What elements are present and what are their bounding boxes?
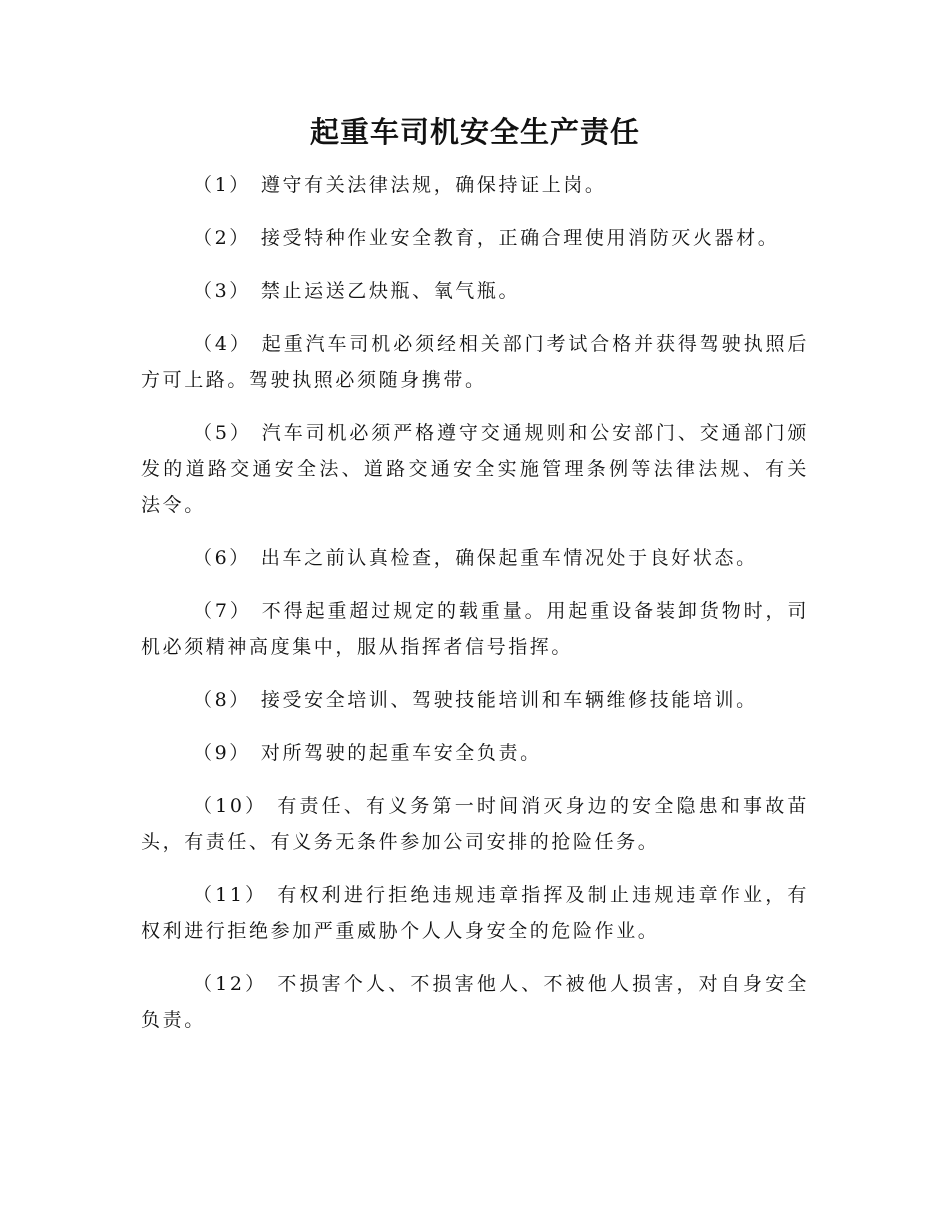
clause-text: 不损害个人、不损害他人、不被他人损害，对自身安全负责。 (141, 973, 809, 1031)
clause-text: 汽车司机必须严格遵守交通规则和公安部门、交通部门颁发的道路交通安全法、道路交通安全实施管理条例等法律法规、有关法令。 (141, 422, 809, 516)
clause-number: （4） (193, 333, 252, 355)
clause-7 (141, 593, 809, 665)
clause-number: （3） (193, 280, 251, 302)
clause-number: （9） (193, 742, 251, 764)
clause-10 (141, 788, 809, 860)
clause-list (141, 167, 809, 1055)
clause-text: 起重汽车司机必须经相关部门考试合格并获得驾驶执照后方可上路。驾驶执照必须随身携带。 (141, 333, 809, 391)
clause-1 (141, 167, 809, 203)
clause-number: （1） (193, 174, 251, 196)
clause-number: （7） (193, 600, 252, 622)
clause-text: 遵守有关法律法规，确保持证上岗。 (260, 174, 607, 196)
clause-number: （12） (193, 973, 268, 995)
clause-text: 有责任、有义务第一时间消灭身边的安全隐患和事故苗头，有责任、有义务无条件参加公司安排的抢险任务。 (141, 795, 809, 853)
clause-6 (141, 540, 809, 576)
clause-number: （10） (193, 795, 268, 817)
clause-text: 出车之前认真检查，确保起重车情况处于良好状态。 (260, 547, 758, 569)
clause-4 (141, 326, 809, 398)
clause-5 (141, 415, 809, 523)
clause-2 (141, 220, 809, 256)
clause-number: （2） (193, 227, 251, 249)
clause-number: （5） (193, 422, 252, 444)
clause-text: 接受特种作业安全教育，正确合理使用消防灭火器材。 (260, 227, 780, 249)
clause-12 (141, 966, 809, 1038)
clause-text: 禁止运送乙炔瓶、氧气瓶。 (260, 280, 521, 302)
clause-number: （8） (193, 689, 251, 711)
clause-3 (141, 273, 809, 309)
clause-text: 接受安全培训、驾驶技能培训和车辆维修技能培训。 (260, 689, 758, 711)
clause-9 (141, 735, 809, 771)
clause-text: 对所驾驶的起重车安全负责。 (260, 742, 542, 764)
clause-number: （11） (193, 884, 268, 906)
clause-text: 不得起重超过规定的载重量。用起重设备装卸货物时，司机必须精神高度集中，服从指挥者信号指挥。 (141, 600, 809, 658)
clause-11 (141, 877, 809, 949)
clause-text: 有权利进行拒绝违规违章指挥及制止违规违章作业，有权利进行拒绝参加严重威胁个人人身安全的危险作业。 (141, 884, 809, 942)
clause-8 (141, 682, 809, 718)
page-title: 起重车司机安全生产责任 (309, 115, 640, 149)
clause-number: （6） (193, 547, 251, 569)
